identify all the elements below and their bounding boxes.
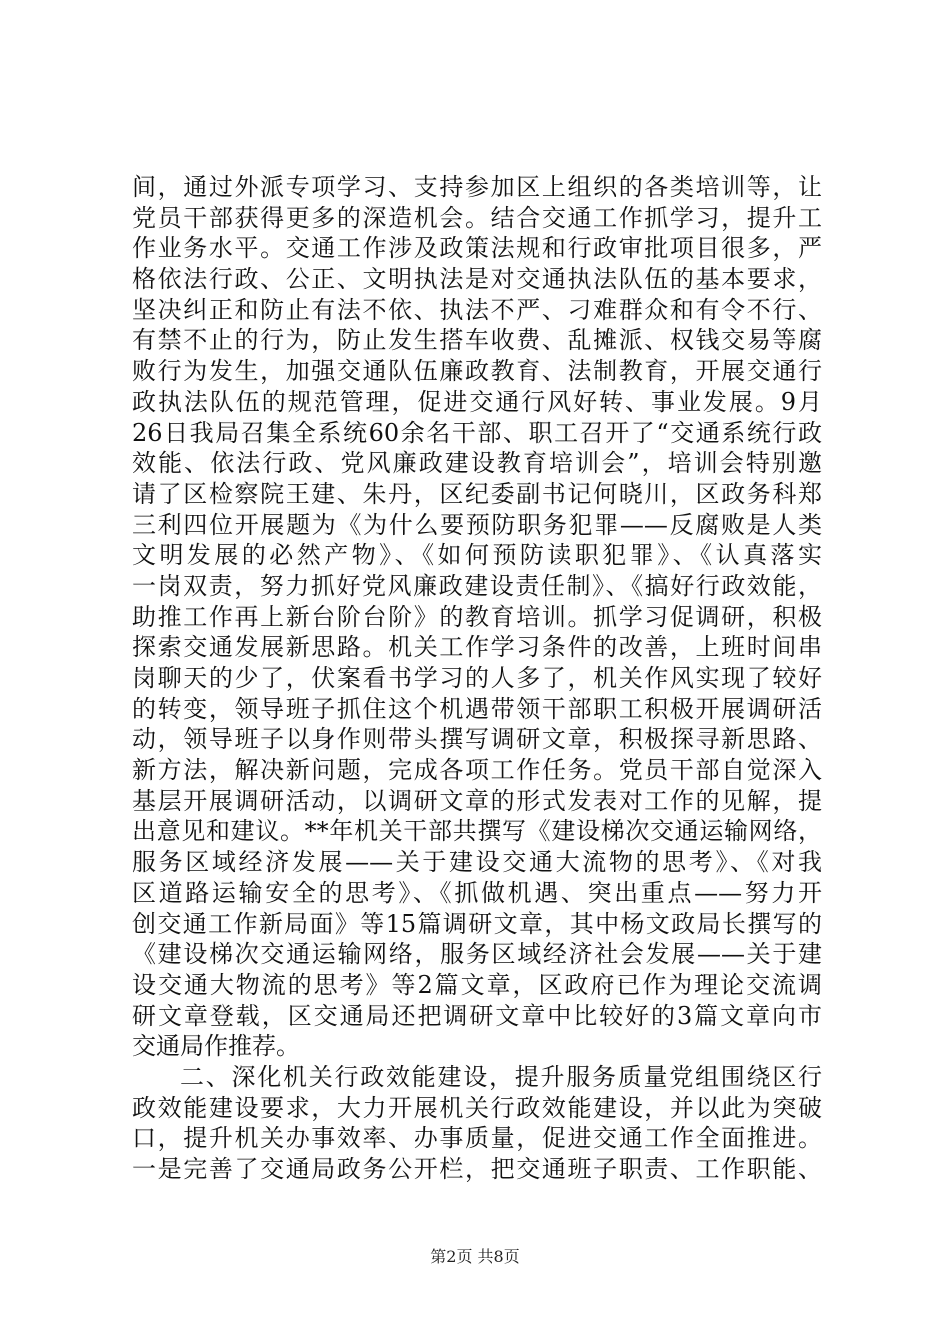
text-line: 研文章登载，区交通局还把调研文章中比较好的3篇文章向市 (132, 1001, 822, 1030)
text-line: 出意见和建议。**年机关干部共撰写《建设梯次交通运输网络， (132, 817, 822, 846)
text-line: 设交通大物流的思考》等2篇文章，区政府已作为理论交流调 (132, 970, 822, 999)
text-line: 新方法，解决新问题，完成各项工作任务。党员干部自觉深入 (132, 756, 822, 785)
page-number-footer: 第2页 共8页 (430, 1247, 520, 1266)
text-line: 交通局作推荐。 (132, 1032, 300, 1061)
text-line: 三利四位开展题为《为什么要预防职务犯罪——反腐败是人类 (132, 510, 822, 539)
text-line: 《建设梯次交通运输网络，服务区域经济社会发展——关于建 (132, 940, 822, 969)
text-line: 26日我局召集全系统60余名干部、职工召开了“交通系统行政 (132, 418, 822, 447)
text-line: 败行为发生，加强交通队伍廉政教育、法制教育，开展交通行 (132, 357, 822, 386)
text-line: 服务区域经济发展——关于建设交通大流物的思考》、《对我 (132, 848, 822, 877)
text-line: 的转变，领导班子抓住这个机遇带领干部职工积极开展调研活 (132, 694, 822, 723)
text-line: 作业务水平。交通工作涉及政策法规和行政审批项目很多，严 (132, 234, 822, 263)
text-line: 动，领导班子以身作则带头撰写调研文章，积极探寻新思路、 (132, 725, 822, 754)
text-line: 格依法行政、公正、文明执法是对交通执法队伍的基本要求， (132, 265, 822, 294)
text-line: 一是完善了交通局政务公开栏，把交通班子职责、工作职能、 (132, 1155, 822, 1183)
text-line: 请了区检察院王建、朱丹，区纪委副书记何晓川，区政务科郑 (132, 479, 822, 508)
document-body (132, 172, 822, 1185)
text-line: 党员干部获得更多的深造机会。结合交通工作抓学习，提升工 (132, 203, 822, 232)
text-line: 口，提升机关办事效率、办事质量，促进交通工作全面推进。 (132, 1124, 822, 1153)
text-line: 探索交通发展新思路。机关工作学习条件的改善，上班时间串 (132, 633, 822, 662)
text-line: 政效能建设要求，大力开展机关行政效能建设，并以此为突破 (132, 1093, 822, 1122)
text-line: 间，通过外派专项学习、支持参加区上组织的各类培训等，让 (132, 173, 822, 201)
text-line: 坚决纠正和防止有法不依、执法不严、刁难群众和有令不行、 (132, 295, 822, 324)
text-line: 基层开展调研活动，以调研文章的形式发表对工作的见解，提 (132, 786, 822, 815)
text-line: 一岗双责，努力抓好党风廉政建设责任制》、《搞好行政效能， (132, 571, 822, 600)
text-line: 创交通工作新局面》等15篇调研文章，其中杨文政局长撰写的 (132, 909, 822, 938)
text-line: 助推工作再上新台阶台阶》的教育培训。抓学习促调研，积极 (132, 602, 822, 631)
text-line: 效能、依法行政、党风廉政建设教育培训会”，培训会特别邀 (132, 449, 822, 478)
section-heading-line: 二、深化机关行政效能建设，提升服务质量党组围绕区行 (180, 1062, 822, 1091)
text-line: 有禁不止的行为，防止发生搭车收费、乱摊派、权钱交易等腐 (132, 326, 822, 355)
text-line: 岗聊天的少了，伏案看书学习的人多了，机关作风实现了较好 (132, 664, 822, 692)
text-line: 区道路运输安全的思考》、《抓做机遇、突出重点——努力开 (132, 878, 822, 907)
text-line: 政执法队伍的规范管理，促进交通行风好转、事业发展。9月 (132, 387, 822, 416)
text-line: 文明发展的必然产物》、《如何预防读职犯罪》、《认真落实 (132, 541, 822, 570)
